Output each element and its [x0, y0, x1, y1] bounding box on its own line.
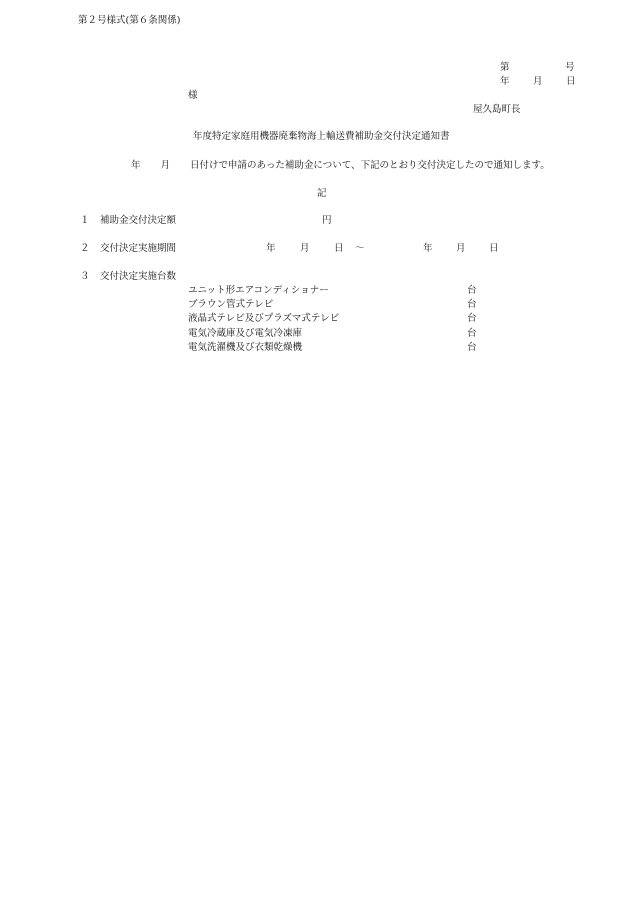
appliance-name: 電気洗濯機及び衣類乾燥機: [188, 342, 303, 353]
form-label: 第２号様式(第６条関係): [78, 15, 181, 26]
appliance-name: 液晶式テレビ及びプラズマ式テレビ: [188, 313, 340, 324]
sender-name: 屋久島町長: [473, 104, 521, 115]
item2-tilde: ～: [355, 243, 365, 254]
date-month: 月: [533, 76, 543, 87]
item2-start-year: 年: [266, 243, 276, 254]
appliance-unit: 台: [467, 313, 477, 324]
date-year: 年: [500, 76, 510, 87]
item1-number: １: [80, 215, 90, 226]
appliance-unit: 台: [467, 299, 477, 310]
recipient-sama: 様: [188, 90, 198, 101]
item3-number: ３: [80, 271, 90, 282]
body-paragraph: [78, 158, 578, 173]
item2-label: 交付決定実施期間: [100, 243, 177, 254]
item2-number: ２: [80, 243, 90, 254]
item2-start-month: 月: [300, 243, 310, 254]
appliance-unit: 台: [467, 342, 477, 353]
appliance-name: ユニット形エアコンディショナー: [188, 285, 329, 296]
body-text: 日付けで申請のあった補助金について、下記のとおり交付決定したので通知します。: [190, 160, 550, 171]
appliance-unit: 台: [467, 328, 477, 339]
body-year: 年: [131, 160, 141, 171]
ki-label: 記: [317, 188, 327, 199]
item1-label: 補助金交付決定額: [100, 215, 177, 226]
item1-unit: 円: [322, 215, 332, 226]
body-month: 月: [160, 160, 171, 171]
item2-start-day: 日: [334, 243, 344, 254]
appliance-unit: 台: [467, 285, 477, 296]
item2-end-day: 日: [489, 243, 499, 254]
date-day: 日: [566, 76, 576, 87]
appliance-name: 電気冷蔵庫及び電気冷凍庫: [188, 328, 303, 339]
document-title: 年度特定家庭用機器廃棄物海上輸送費補助金交付決定通知書: [193, 131, 450, 142]
item2-end-month: 月: [456, 243, 466, 254]
doc-number-go: 号: [565, 62, 575, 73]
doc-number-dai: 第: [500, 62, 510, 73]
appliance-name: ブラウン管式テレビ: [188, 299, 274, 310]
item2-end-year: 年: [423, 243, 433, 254]
item3-label: 交付決定実施台数: [100, 271, 177, 282]
